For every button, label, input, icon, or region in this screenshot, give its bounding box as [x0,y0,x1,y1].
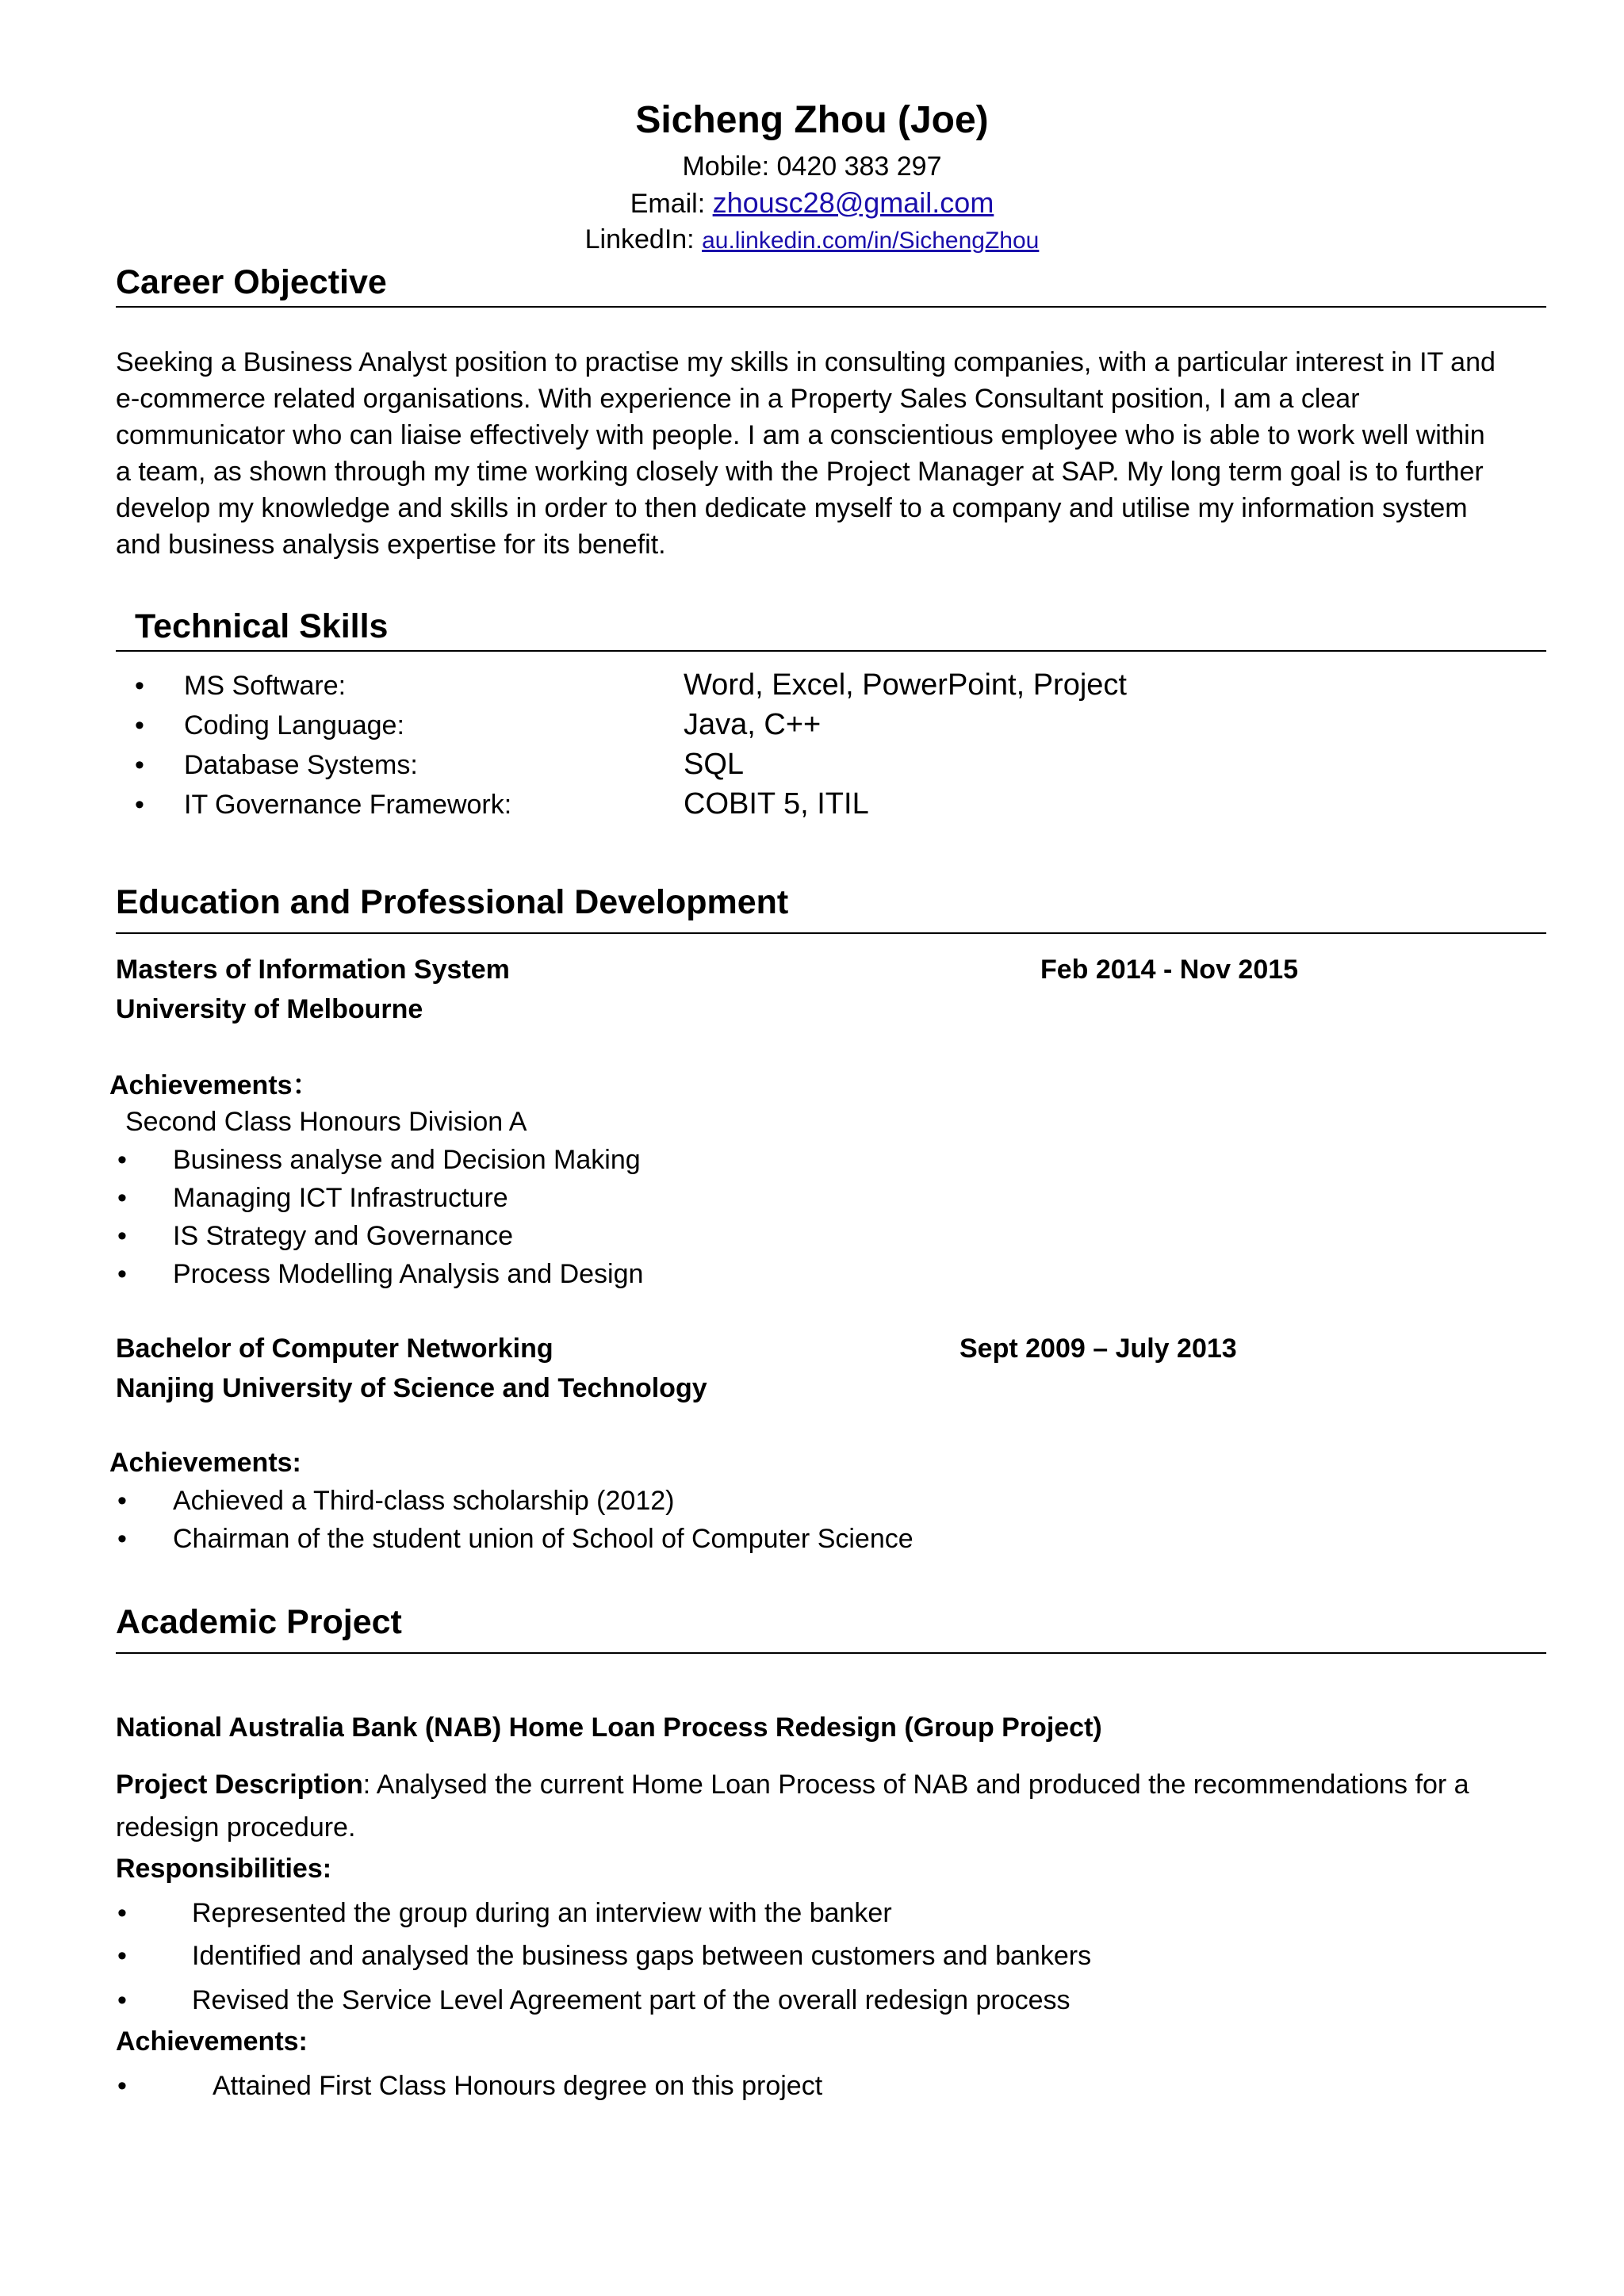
resume-name: Sicheng Zhou (Joe) [635,99,989,141]
section-divider [116,650,1546,652]
education-heading: Education and Professional Development [116,883,789,921]
skill-value: COBIT 5, ITIL [684,787,869,821]
project-title: National Australia Bank (NAB) Home Loan Process Redesign (Group Project) [116,1712,1102,1743]
bullet-icon: • [135,710,144,740]
bullet-icon: • [117,1941,127,1971]
email-link[interactable]: zhousc28@gmail.com [712,186,994,219]
list-item: Business analyse and Decision Making [173,1145,641,1175]
email-row [0,186,1624,221]
linkedin-link[interactable]: au.linkedin.com/in/SichengZhou [702,228,1040,254]
project-description-continued: redesign procedure. [116,1812,356,1843]
list-item: Managing ICT Infrastructure [173,1183,508,1213]
skill-label: Database Systems: [184,750,418,780]
school-name: University of Melbourne [116,994,423,1024]
degree-title: Masters of Information System [116,955,510,985]
bullet-icon: • [135,790,144,820]
career-objective-heading: Career Objective [116,263,387,301]
achievements-label: Achievements: [116,2026,308,2057]
bullet-icon: • [117,1221,127,1251]
skill-label: Coding Language: [184,710,404,740]
list-item: Chairman of the student union of School of Computer Science [173,1524,914,1554]
linkedin-row [0,222,1624,258]
linkedin-label: LinkedIn: [584,224,703,254]
bullet-icon: • [117,1145,127,1175]
email-label: Email: [630,189,713,219]
skill-value: Java, C++ [684,708,822,741]
objective-line: develop my knowledge and skills in order to then dedicate myself to a company and utilise my information system [116,493,1468,523]
skill-value: SQL [684,748,745,781]
objective-line: e-commerce related organisations. With experience in a Property Sales Consultant position, I am a clear [116,384,1360,414]
objective-line: communicator who can liaise effectively with people. I am a conscientious employee who is able to work well within [116,420,1485,450]
list-item: IS Strategy and Governance [173,1221,514,1251]
school-name: Nanjing University of Science and Technology [116,1373,707,1403]
degree-title: Bachelor of Computer Networking [116,1334,553,1364]
achievements-label: Achievements: [109,1448,301,1478]
skill-label: MS Software: [184,671,347,701]
career-objective-text [116,344,1546,563]
list-item: Achieved a Third-class scholarship (2012) [173,1486,675,1516]
bullet-icon: • [117,1259,127,1289]
objective-line: Seeking a Business Analyst position to practise my skills in consulting companies, with a particular interest in IT and [116,347,1496,377]
list-item: Represented the group during an interview with the banker [192,1898,892,1928]
project-description-label: Project Description [116,1770,363,1800]
bullet-icon: • [117,2071,127,2101]
project-description-text: : Analysed the current Home Loan Process of NAB and produced the recommendations for a [362,1770,1469,1800]
list-item: Revised the Service Level Agreement part of the overall redesign process [192,1985,1071,2015]
academic-project-heading: Academic Project [116,1603,402,1641]
objective-line: and business analysis expertise for its benefit. [116,530,666,560]
project-description [116,1766,1469,1803]
objective-line: a team, as shown through my time working closely with the Project Manager at SAP. My long term goal is to further [116,457,1484,487]
bullet-icon: • [135,750,144,780]
section-divider [116,932,1546,934]
bullet-icon: • [135,671,144,701]
mobile-number: Mobile: 0420 383 297 [682,151,942,182]
bullet-icon: • [117,1486,127,1516]
list-item: Process Modelling Analysis and Design [173,1259,644,1289]
bullet-icon: • [117,1898,127,1928]
honours-text: Second Class Honours Division A [125,1107,527,1137]
degree-dates: Feb 2014 - Nov 2015 [1040,955,1299,985]
skill-value: Word, Excel, PowerPoint, Project [684,668,1127,702]
list-item: Attained First Class Honours degree on this project [213,2071,823,2101]
skill-label: IT Governance Framework: [184,790,512,820]
section-divider [116,306,1546,308]
bullet-icon: • [117,1985,127,2015]
list-item: Identified and analysed the business gaps between customers and bankers [192,1941,1092,1971]
technical-skills-heading: Technical Skills [135,607,389,645]
responsibilities-label: Responsibilities: [116,1854,332,1884]
section-divider [116,1652,1546,1654]
bullet-icon: • [117,1183,127,1213]
bullet-icon: • [117,1524,127,1554]
achievements-label: Achievements： [109,1070,320,1100]
degree-dates: Sept 2009 – July 2013 [959,1334,1237,1364]
